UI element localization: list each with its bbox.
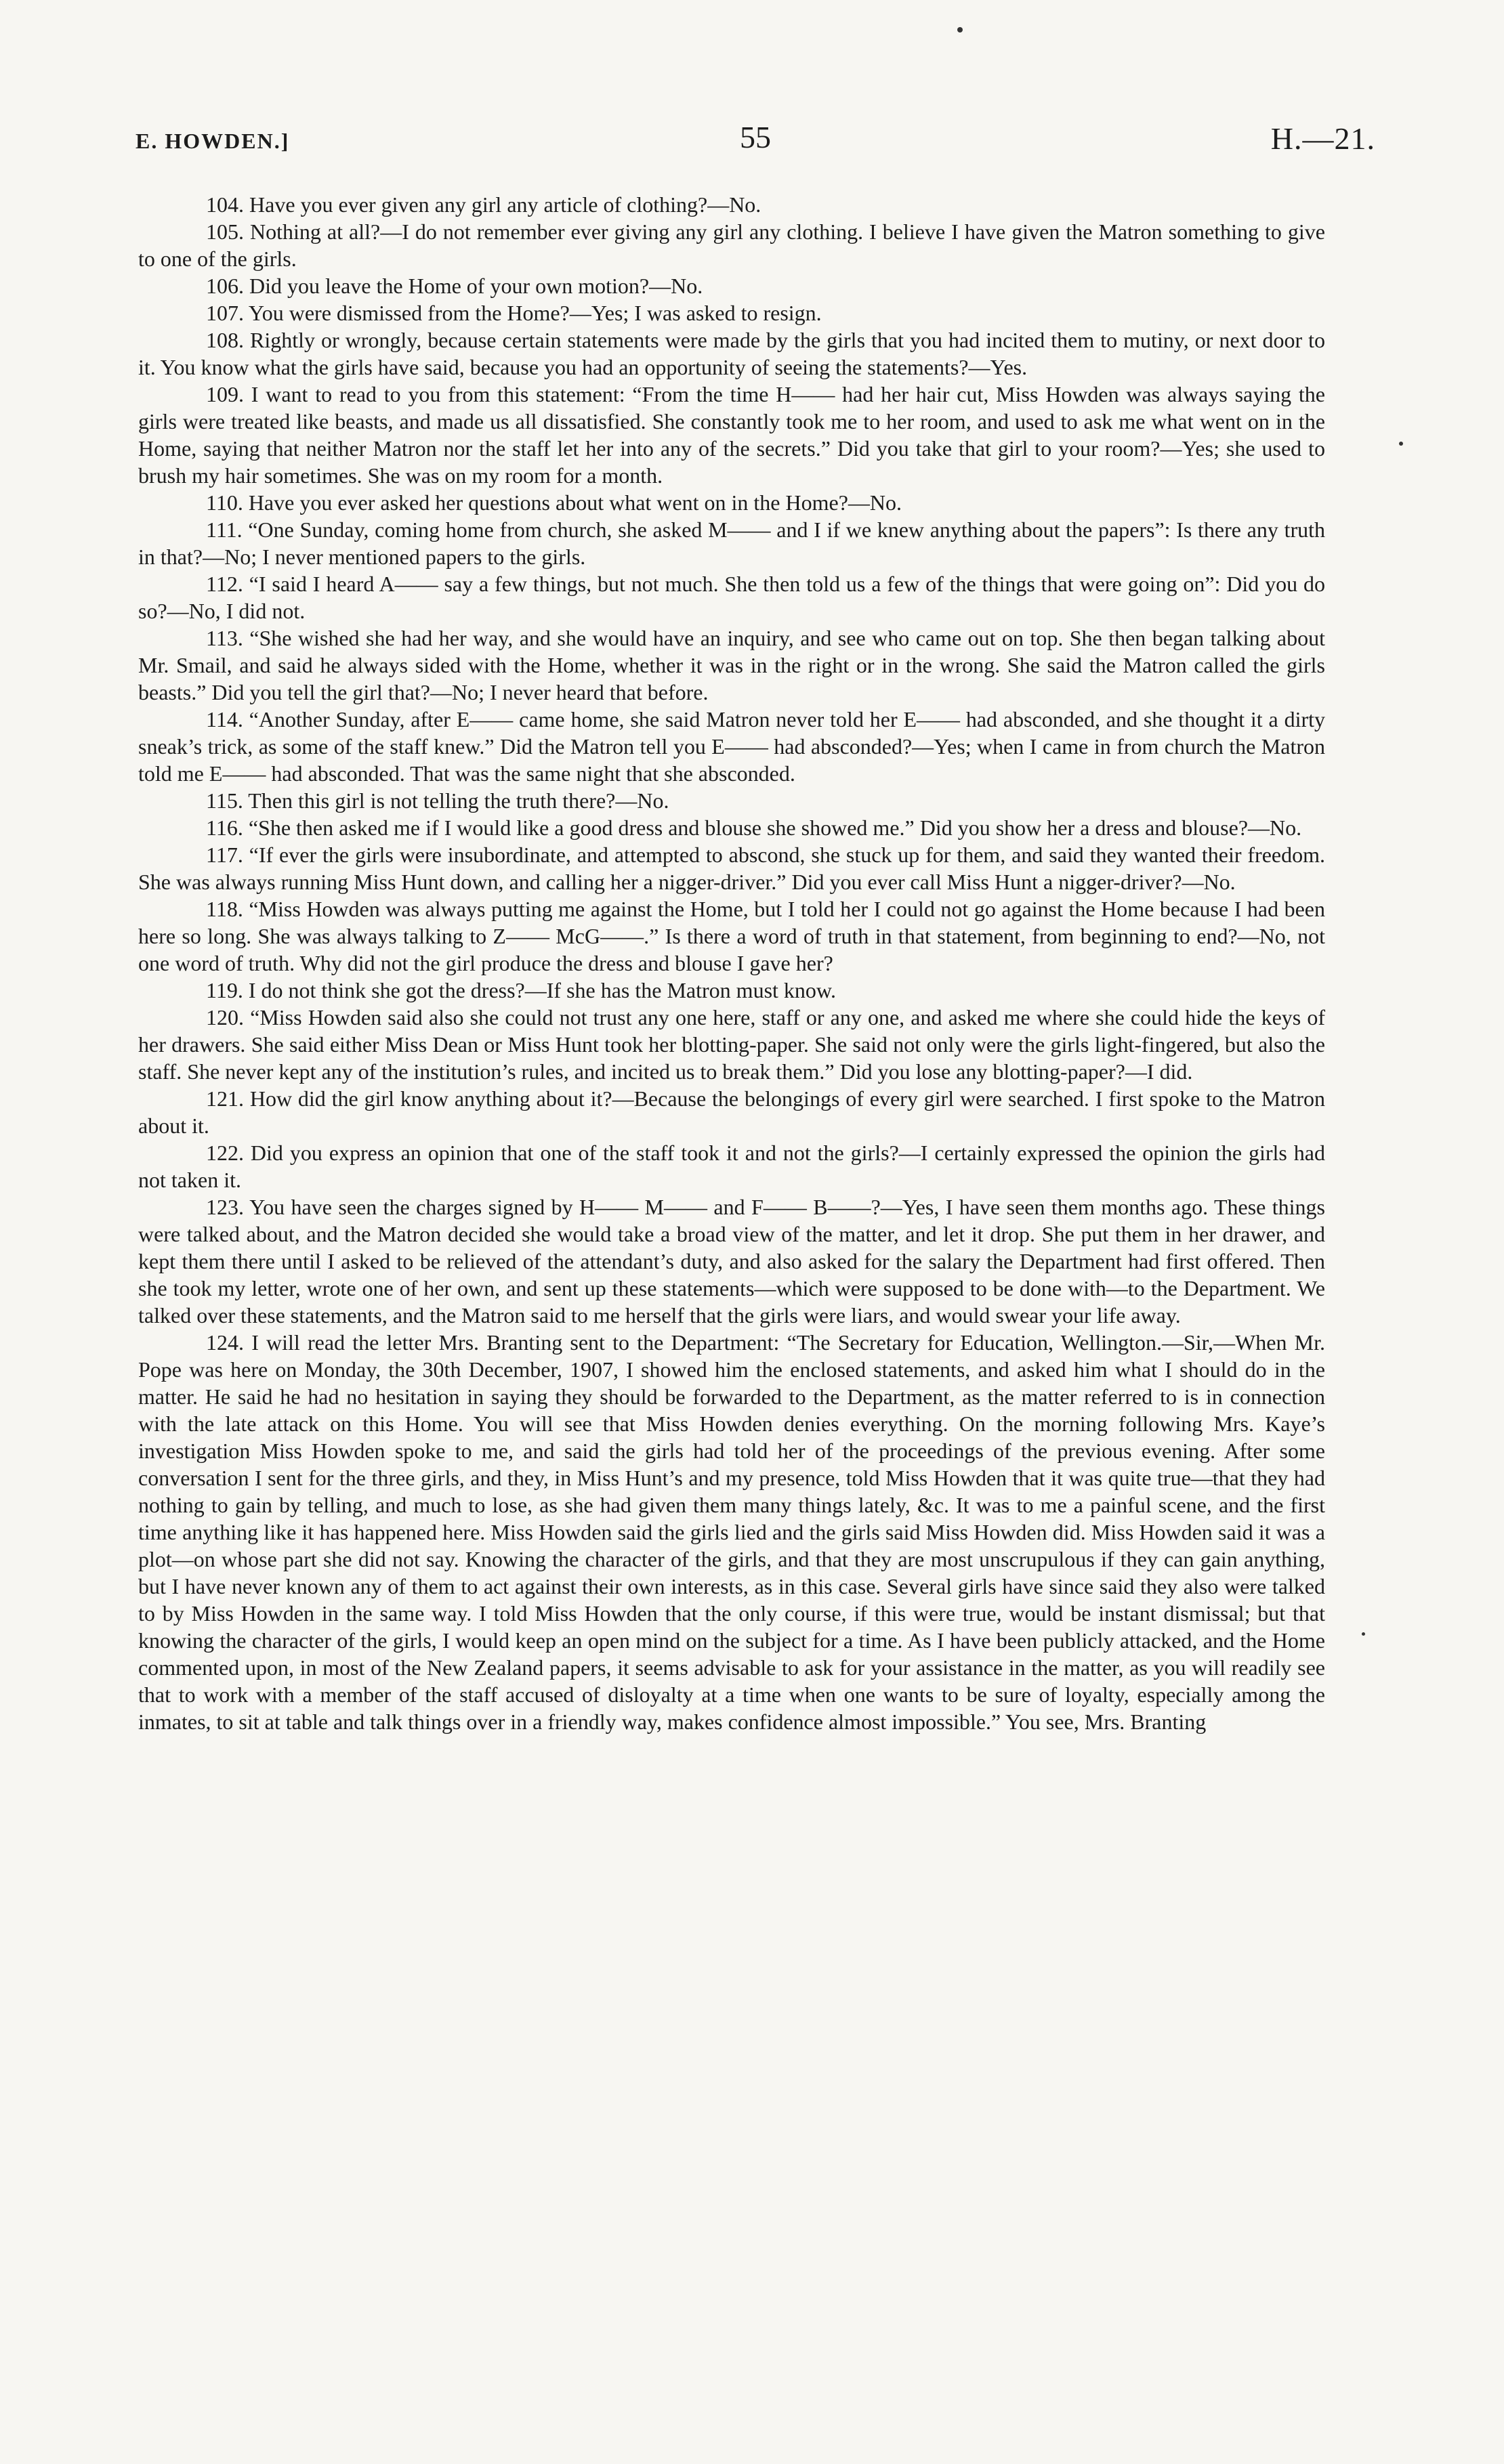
margin-speck-2 [1362,1632,1365,1636]
page-header [135,119,1375,160]
question-115: 115. Then this girl is not telling the truth there?—No. [206,788,669,813]
question-117: 117. “If ever the girls were insubordinate, and attempted to abscond, she stuck up for them, and said they wanted their freedom. She was always running Miss Hunt down, and calling her a nigger-driver.” Did you ever call Miss Hunt a nigger-driver?—No. [138,843,1325,894]
question-112: 112. “I said I heard A—— say a few things, but not much. She then told us a few of the things that were going on”: Did you do so?—No, I did not. [138,572,1325,623]
question-104: 104. Have you ever given any girl any article of clothing?—No. [206,192,761,217]
question-107: 107. You were dismissed from the Home?—Yes; I was asked to resign. [206,301,822,325]
page-number: 55 [740,120,771,154]
question-110: 110. Have you ever asked her questions about what went on in the Home?—No. [206,490,902,515]
header-witness-name: E. HOWDEN.] [135,129,290,153]
question-120: 120. “Miss Howden said also she could not trust any one here, staff or any one, and asked me where she could hide the keys of her drawers. She said either Miss Dean or Miss Hunt took her blotting-paper. She said not only were the girls light-fingered, but also the staff. She never kept any of the institution’s rules, and incited us to break them.” Did you lose any blotting-paper?—I did. [138,1005,1325,1084]
question-111: 111. “One Sunday, coming home from church, she asked M—— and I if we knew anything about the papers”: Is there any truth in that?—No; I never mentioned papers to the girls. [138,517,1325,569]
margin-speck [1399,442,1403,446]
question-121: 121. How did the girl know anything about it?—Because the belongings of every girl were searched. I first spoke to the Matron about it. [138,1086,1325,1138]
question-122: 122. Did you express an opinion that one of the staff took it and not the girls?—I certainly expressed the opinion the girls had not taken it. [138,1141,1325,1192]
question-119: 119. I do not think she got the dress?—If she has the Matron must know. [206,978,836,1002]
question-106: 106. Did you leave the Home of your own motion?—No. [206,274,703,298]
question-116: 116. “She then asked me if I would like a good dress and blouse she showed me.” Did you show her a dress and blouse?—No. [206,815,1302,840]
question-124: 124. I will read the letter Mrs. Branting sent to the Department: “The Secretary for Education, Wellington.—Sir,—When Mr. Pope was here on Monday, the 30th December, 1907, I showed him the enclosed statements, and asked him what I should do in the matter. He said he had no hesitation in saying they should be forwarded to the Department, as the matter referred to is in connection with the late attack on this Home. You will see that Miss Howden denies everything. On the morning following Mrs. Kaye’s investigation Miss Howden spoke to me, and said the girls had told her of the proceedings of the previous evening. After some conversation I sent for the three girls, and they, in Miss Hunt’s and my presence, told Miss Howden that it was quite true—that they had nothing to gain by telling, and much to lose, as she had given them many things lately, &c. It was to me a painful scene, and the first time anything like it has happened here. Miss Howden said the girls lied and the girls said Miss Howden did. Miss Howden said it was a plot—on whose part she did not say. Knowing the character of the girls, and that they are most unscrupulous if they can gain anything, but I have never known any of them to act against their own interests, as in this case. Several girls have since said they also were talked to by Miss Howden in the same way. I told Miss Howden that the only course, if this were true, would be instant dismissal; but that knowing the character of the girls, I would keep an open mind on the subject for a time. As I have been publicly attacked, and the Home commented upon, in most of the New Zealand papers, it seems advisable to ask for your assistance in the matter, as you will readily see that to work with a member of the staff accused of disloyalty at a time when one wants to be sure of loyalty, especially among the inmates, to sit at table and talk things over in a friendly way, makes confidence almost impossible.” You see, Mrs. Branting [138,1330,1325,1734]
top-speck [957,27,963,33]
question-113: 113. “She wished she had her way, and she would have an inquiry, and see who came out on top. She then began talking about Mr. Smail, and said he always sided with the Home, whether it was in the right or in the wrong. She said the Matron called the girls beasts.” Did you tell the girl that?—No; I never heard that before. [138,626,1325,704]
question-105: 105. Nothing at all?—I do not remember ever giving any girl any clothing. I believe I have given the Matron something to give to one of the girls. [138,219,1325,271]
document-reference: H.—21. [1270,121,1375,156]
question-108: 108. Rightly or wrongly, because certain statements were made by the girls that you had incited them to mutiny, or next door to it. You know what the girls have said, because you had an opportunity of seeing the statements?—Yes. [138,328,1325,379]
question-118: 118. “Miss Howden was always putting me against the Home, but I told her I could not go against the Home because I had been here so long. She was always talking to Z—— McG——.” Is there a word of truth in that statement, from beginning to end?—No, not one word of truth. Why did not the girl produce the dress and blouse I gave her? [138,897,1325,975]
question-109: 109. I want to read to you from this statement: “From the time H—— had her hair cut, Miss Howden was always saying the girls were treated like beasts, and made us all dissatisfied. She constantly took me to her room, and used to ask me what went on in the Home, saying that neither Matron nor the staff let her into any of the secrets.” Did you take that girl to your room?—Yes; she used to brush my hair sometimes. She was on my room for a month. [138,382,1325,488]
question-114: 114. “Another Sunday, after E—— came home, she said Matron never told her E—— had absconded, and she thought it a dirty sneak’s trick, as some of the staff knew.” Did the Matron tell you E—— had absconded?—Yes; when I came in from church the Matron told me E—— had absconded. That was the same night that she absconded. [138,707,1325,786]
question-123: 123. You have seen the charges signed by H—— M—— and F—— B——?—Yes, I have seen them months ago. These things were talked about, and the Matron decided she would take a broad view of the matter, and let it drop. She put them in her drawer, and kept them there until I asked to be relieved of the attendant’s duty, and also asked for the salary the Department had first offered. Then she took my letter, wrote one of her own, and sent up these statements—which were supposed to be done with—to the Department. We talked over these statements, and the Matron said to me herself that the girls were liars, and would swear your life away. [138,1195,1325,1327]
transcript-body [138,191,1325,1735]
